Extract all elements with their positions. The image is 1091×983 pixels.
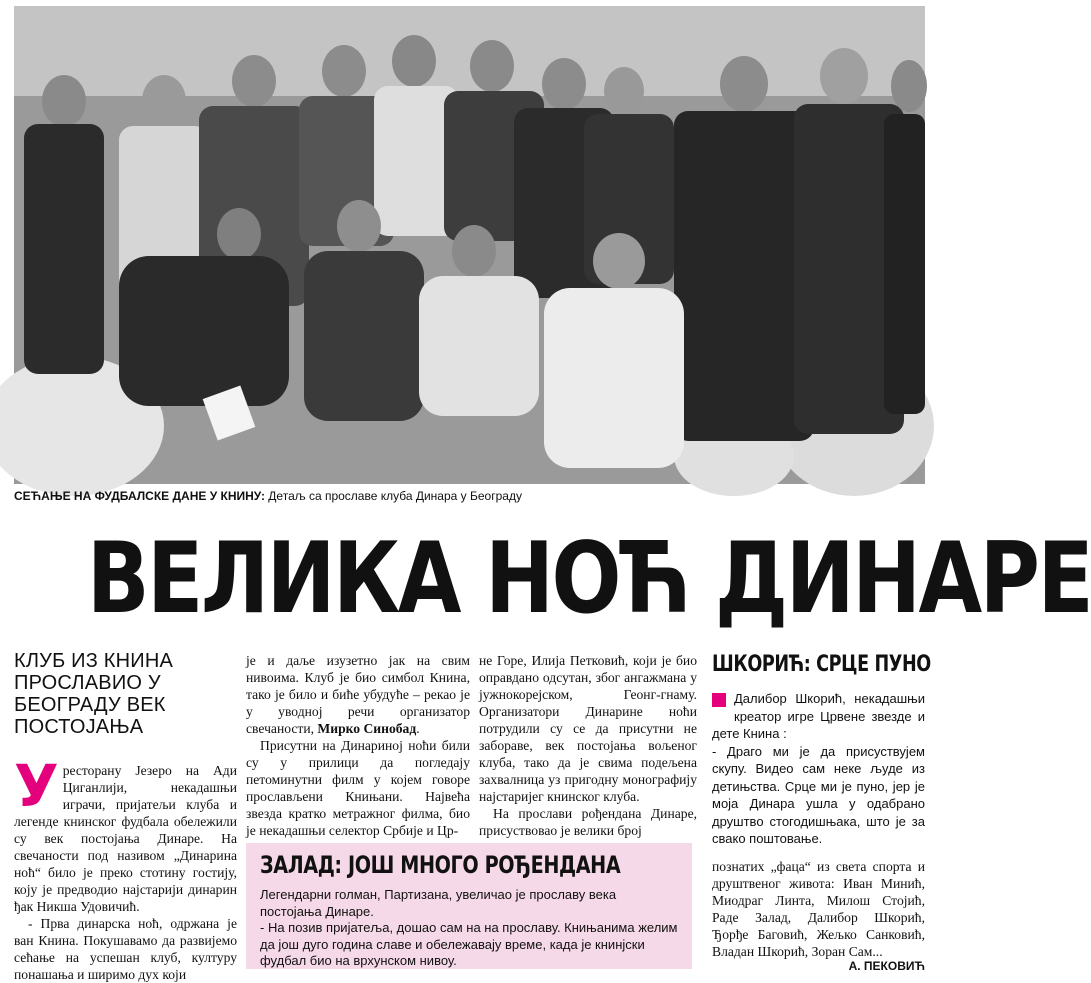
sidebar-title: ШКОРИЋ: СРЦЕ ПУНО bbox=[712, 652, 931, 677]
article-column-2 bbox=[246, 652, 470, 839]
author-signature: А. ПЕКОВИЋ bbox=[848, 959, 925, 973]
article-column-3 bbox=[479, 652, 697, 839]
quote-box-title: ЗАЛАД: ЈОШ МНОГО РОЂЕНДАНА bbox=[260, 851, 621, 879]
article-paragraph-2: - Прва динарска ноћ, одржана је ван Книна. Покушавамо да развијемо сећање на успешан клуб, културу понашања и ширимо дух који bbox=[14, 916, 237, 982]
headline: ВЕЛИКА НОЋ ДИНАРЕ bbox=[86, 522, 1091, 636]
caption-text: Детаљ са прославе клуба Динара у Београду bbox=[264, 489, 522, 503]
quote-box bbox=[246, 843, 692, 969]
article-column-1 bbox=[14, 752, 237, 983]
subheadline: КЛУБ ИЗ КНИНА ПРОСЛАВИО У БЕОГРАДУ ВЕК ПОСТОЈАЊА bbox=[14, 650, 174, 738]
caption-lead: СЕЋАЊЕ НА ФУДБАЛСКЕ ДАНЕ У КНИНУ: bbox=[14, 489, 265, 503]
group-photo-icon bbox=[14, 6, 925, 484]
group-photo bbox=[14, 6, 925, 484]
article-column-4 bbox=[712, 858, 925, 960]
quote-box-body bbox=[260, 887, 680, 970]
article-paragraph-3a: је и даље изузетно јак на свим нивоима. Клуб је био симбол Книна, тако је било и биће убудуће – рекао је у уводној речи организатор свечаности, bbox=[246, 653, 470, 736]
quote-box-paragraph-2: - На позив пријатеља, дошао сам на на прославу. Книњанима желим да још дуго година славе и обележавају време, када је книнјски фудбал био на врхунском нивоу. bbox=[260, 920, 678, 968]
organizer-name: Мирко Синобад bbox=[317, 721, 417, 736]
article-paragraph-4: Присутни на Динариној ноћи били су у прилици да погледају петоминутни филм у којем говоре прослављени Книњани. Највећа звезда кратко метражног филма, био је некадашњи селектор Србије и Цр- bbox=[246, 738, 470, 838]
article-paragraph-7: познатих „фаца“ из света спорта и друштвеног живота: Иван Минић, Миодраг Линта, Милош Стојић, Раде Залад, Далибор Шкорић, Ђорђе Баговић, Жељко Санковић, Владан Шкорић, Зоран Сам... bbox=[712, 859, 925, 959]
article-paragraph-5: не Горе, Илија Петковић, који је био оправдано одсутан, због ангажмана у јужнокорејском, Геонг-гнаму. Организатори Динарине ноћи потрудили су се да присутни не забораве, век постојања вољеног клуба, тако да је свима подељена захвалница уз пригодну монографију најстаријег книнског клуба. bbox=[479, 653, 697, 804]
article-paragraph-3b: . bbox=[416, 721, 420, 736]
photo-caption bbox=[14, 488, 925, 504]
sidebar-body bbox=[712, 690, 925, 848]
sidebar-paragraph-1: Далибор Шкорић, некадашњи креатор игре Црвене звезде и дете Книна : bbox=[712, 691, 925, 741]
quote-box-paragraph-1: Легендарни голман, Партизана, увеличао је прославу века постојања Динаре. bbox=[260, 887, 617, 919]
pink-square-icon bbox=[712, 693, 726, 707]
drop-cap: У bbox=[14, 752, 59, 820]
article-paragraph-1: ресторану Језеро на Ади Циганлији, некадашњи играчи, пријатељи клуба и легенде книнског фудбала обележили су век постојања Динаре. На свечаности под називом „Динарина ноћ“ било је преко стотину гостију, коју је предводио најстарији динарин ђак Никша Удовичић. bbox=[14, 763, 237, 914]
sidebar-paragraph-2: - Драго ми је да присуствујем скупу. Видео сам неке људе из детињства. Срце ми је пуно, јер је моја Динара ушла у одабрано друштво стогодишњака, што је за свако поштовање. bbox=[712, 743, 925, 846]
article-paragraph-6: На прослави рођендана Динаре, присуствовао је велики број bbox=[479, 806, 697, 838]
